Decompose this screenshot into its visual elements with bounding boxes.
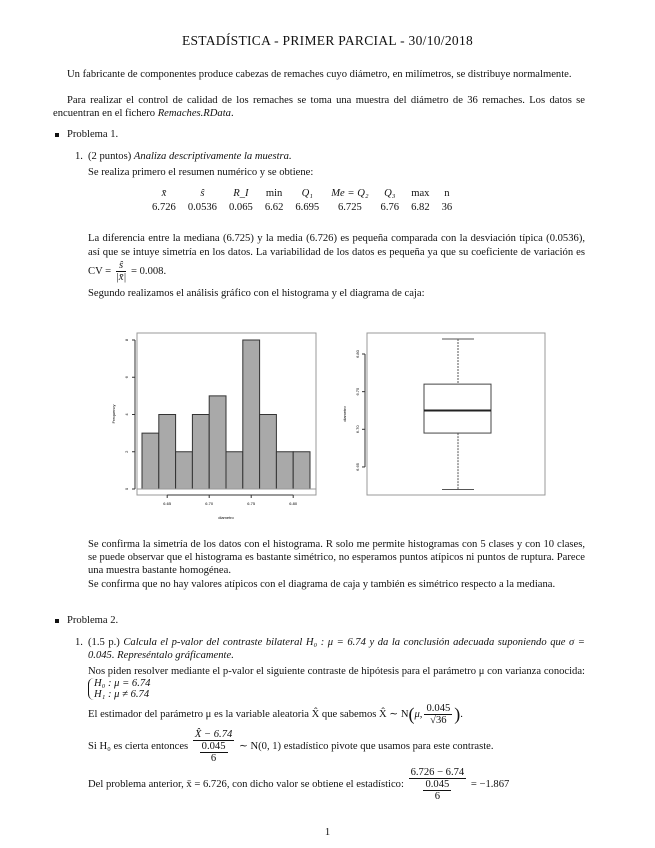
pivot-fraction (193, 729, 234, 764)
statistic-result: = −1.867 (470, 778, 510, 790)
pivot-text-end: ∼ N(0, 1) estadístico pivote que usamos para este contraste. (238, 740, 494, 752)
y-tick-label: 6.80 (355, 350, 360, 358)
h0: H₀ : μ = 6.74 (94, 678, 151, 689)
estimator-text: El estimador del parámetro μ es la variable aleatoria X̂ que sabemos X̂ ∼ N (88, 708, 409, 720)
y-tick-label: 6.70 (355, 425, 360, 434)
summary-intro: Se realiza primero el resumen numérico y se obtiene: (88, 167, 314, 178)
cv-numerator: ŝ (116, 260, 127, 272)
problem-2-label: Problema 2. (67, 615, 119, 626)
question-text: Analiza descriptivamente la muestra. (133, 151, 292, 162)
question-h0: H₀ : μ = 6.74 (305, 637, 366, 648)
histogram-bar (260, 415, 277, 490)
histogram-bar (192, 415, 209, 490)
header-n: n (444, 188, 450, 199)
header-iqr: R_I (233, 188, 249, 199)
cell: 6.76 (380, 202, 400, 213)
page-title: ESTADÍSTICA - PRIMER PARCIAL - 30/10/2018 (181, 33, 474, 48)
histogram-bar (159, 415, 176, 490)
question-text: y da la conclusión adecuada suponiendo que (369, 637, 566, 648)
question-text: Represéntalo gráficamente. (117, 650, 234, 661)
problem-2-heading (55, 614, 118, 627)
problem-2-question (88, 636, 585, 662)
header-mean: x̄ (161, 188, 167, 199)
statistic-fraction (409, 767, 467, 802)
header-sd: ŝ (200, 188, 205, 199)
denominator-den: 6 (434, 791, 441, 802)
header-q3: Q₃ (384, 188, 396, 199)
points: (2 puntos) (88, 151, 132, 162)
y-tick-label: 8 (124, 338, 129, 342)
denominator: √36 (430, 715, 447, 726)
header-max: max (411, 188, 430, 199)
cell: 6.695 (295, 202, 320, 213)
y-axis-label: Frequency (111, 404, 116, 424)
cell: 6.725 (337, 202, 362, 213)
iqr-box (424, 384, 491, 433)
denominator-num: 0.045 (201, 741, 226, 752)
problem-1-item-number: 1. (75, 151, 83, 162)
h1: H₁ : μ ≠ 6.74 (94, 689, 150, 700)
mu: μ, (414, 708, 423, 720)
histogram-bar (176, 452, 193, 489)
estimator-line: El estimador del parámetro μ es la variable aleatoria X̂ que sabemos X̂ ∼ N(μ, $\frac{0.045}{√36}$ ). (88, 703, 463, 726)
statistic-line (88, 767, 585, 802)
numerator: 6.726 − 6.74 (410, 767, 465, 778)
problem-2-body (88, 636, 585, 805)
histogram-bar (276, 452, 293, 489)
data-file-name: Remaches.RData (157, 108, 231, 119)
x-tick-label: 6.75 (247, 501, 256, 506)
points: (1.5 p.) (88, 637, 120, 648)
cell: 0.065 (228, 202, 253, 213)
pivot-line (88, 729, 585, 764)
graphic-intro: Segundo realizamos el análisis gráfico con el histograma y el diagrama de caja: (88, 288, 425, 299)
histogram-bar (293, 452, 310, 489)
histogram-bar (142, 433, 159, 489)
histogram-bar (243, 340, 260, 489)
problem-2-item-number: 1. (75, 637, 83, 648)
histogram-bar (226, 452, 243, 489)
histogram-conclusion: Se confirma la simetría de los datos con el histograma. R solo me permite histogramas con 5 clases y con 10 clases, se puede observar que el histograma es bastante simétrico, no esperamos puntos atípicos ni puntos de ruptura. Parece una muestra bastante homogénea. (88, 539, 585, 576)
cell: 6.62 (264, 202, 284, 213)
cv-value: = 0.008. (131, 265, 167, 277)
histogram-bar (209, 396, 226, 489)
cell: 0.0536 (187, 202, 217, 213)
cell: 6.82 (411, 202, 430, 213)
hypothesis-paragraph (88, 665, 585, 700)
numerator: 0.045 (426, 703, 451, 714)
denominator-num: 0.045 (425, 779, 450, 790)
y-tick-label: 4 (124, 413, 129, 416)
y-tick-label: 6.65 (355, 463, 360, 471)
y-tick-label: 6 (124, 376, 129, 379)
header-q1: Q₁ (301, 188, 313, 199)
header-min: min (265, 188, 283, 199)
cell: 6.726 (152, 202, 176, 213)
x-tick-label: 6.70 (205, 501, 214, 506)
statistic-text: Del problema anterior, x̄ = 6.726, con dicho valor se obtiene el estadístico: (88, 778, 404, 790)
y-tick-label: 6.75 (355, 387, 360, 396)
cell: 36 (441, 202, 453, 213)
hypothesis-system (88, 678, 150, 700)
sigma-fraction (424, 703, 452, 726)
bullet-icon (55, 619, 59, 623)
question-text: Calcula el p-valor del contraste bilateral (123, 637, 303, 648)
analysis-text: La diferencia entre la mediana (6.725) y la media (6.726) es pequeña comparada con la desviación típica (0.0536), así que se intuye simetría en los datos. La variabilidad de los datos es pequeña ya que su coeficiente de variación es CV = (88, 233, 585, 277)
problem-1-label: Problema 1. (67, 129, 119, 140)
y-tick-label: 0 (124, 487, 129, 491)
question-sigma: σ = 0.045. (88, 637, 585, 661)
intro-text-end: . (230, 108, 234, 119)
x-tick-label: 6.65 (163, 501, 172, 506)
denominator-den: 6 (210, 753, 217, 764)
y-axis-label: diametro (342, 406, 347, 422)
boxplot-conclusion: Se confirma que no hay valores atípicos con el diagrama de caja y también es simétrico respecto a la mediana. (88, 579, 556, 590)
x-tick-label: 6.80 (289, 501, 298, 506)
y-tick-label: 2 (124, 450, 129, 453)
x-axis-label: diametro (218, 515, 234, 520)
page-number: 1 (324, 827, 331, 838)
numerator: X̂ − 6.74 (194, 729, 233, 740)
intro-text: Para realizar el control de calidad de los remaches se toma una muestra del diámetro de 36 remaches. Los datos se encuentran en el fichero (53, 95, 585, 119)
pivot-text: Si H₀ es cierta entonces (88, 740, 189, 752)
header-median: Me = Q₂ (331, 188, 369, 199)
hypothesis-text: Nos piden resolver mediante el p-valor el siguiente contraste de hipótesis para el parámetro μ con varianza conocida: (88, 666, 585, 677)
intro-paragraph-1: Un fabricante de componentes produce cabezas de remaches cuyo diámetro, en milímetros, se distribuye normalmente. (67, 69, 572, 80)
cv-denominator: |x̄| (115, 272, 127, 283)
